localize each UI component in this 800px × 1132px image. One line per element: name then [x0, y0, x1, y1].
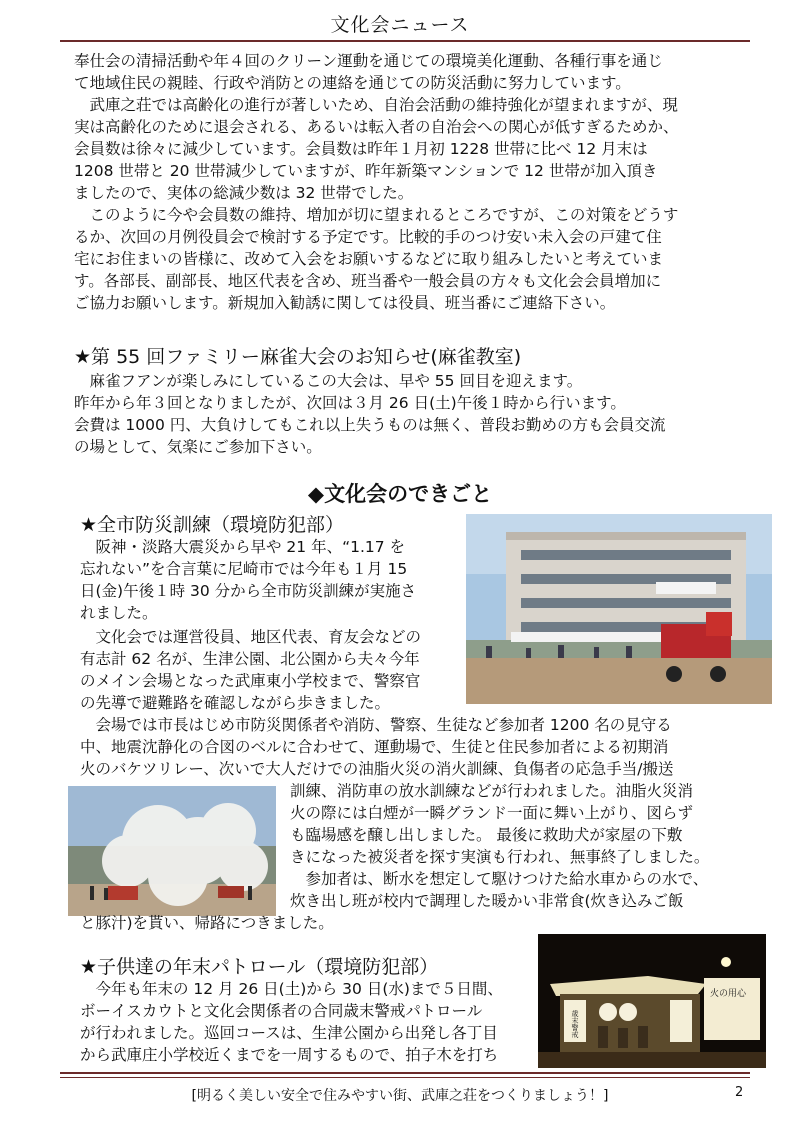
drill-paragraph-5: と豚汁)を貰い、帰路につきました。 — [80, 914, 334, 932]
sign-fire-caution: 火の用心 — [710, 989, 747, 999]
sign-year-end: 歳末警戒 — [571, 1010, 579, 1038]
mahjong-body: 麻雀フアンが楽しみにしているこの大会は、早や 55 回目を迎えます。 昨年から年３回となりましたが、次回は３月 26 日(土)午後１時から行います。 会費は 1000 円、大負けしてもこれ以上失うものは無く、普段お勤めの方も会員交流 の場として、気楽にご参加下さい。 — [74, 372, 666, 456]
patrol-tent-illustration — [538, 934, 766, 1068]
school-drill-photo — [466, 514, 772, 704]
header-divider — [60, 40, 750, 42]
patrol-heading: ★子供達の年末パトロール（環境防犯部） — [80, 956, 439, 978]
intro-paragraph-3: このように今や会員数の維持、増加が切に望まれるところですが、この対策をどうす るか、次回の月例役員会で検討する予定です。比較的手のつけ安い未入会の戸建て住 宅にお住まいの皆様に、改めて入会をお願いするなどに取り組みしたいと考えていま す。各部長、副部長、地区代表を含め、班当番や一般会員の方々も文化会会員増加に ご協力お願いします。新規加入勧誘に関しては役員、班当番にご連絡下さい。 — [74, 206, 679, 312]
patrol-body: 今年も年末の 12 月 26 日(土)から 30 日(水)まで５日間、 ボーイスカウトと文化会関係者の合同歳末警戒パトロール が行われました。巡回コースは、生津公園から出発し各丁目 から武庫庄小学校近くまでを一周するもので、拍子木を打ち — [80, 980, 503, 1064]
footer-divider-bottom — [60, 1077, 750, 1078]
drill-paragraph-3: 会場では市長はじめ市防災関係者や消防、警察、生徒など参加者 1200 名の見守る 中、地震沈静化の合図のベルに合わせて、運動場で、生徒と住民参加者による初期消 火のバケツリレー、次いで大人だけでの油脂火災の消火訓練、負傷者の応急手当/搬送 — [80, 716, 674, 778]
events-heading: ◆文化会のできごと — [307, 482, 493, 506]
intro-paragraph-2: 武庫之荘では高齢化の進行が著しいため、自治会活動の維持強化が望まれますが、現 実は高齢化のために退会される、あるいは転入者の自治会への関心が低すぎるためか、 会員数は徐々に減少しています。会員数は昨年１月初 1228 世帯に比べ 12 月末は 1208 世帯と 20 世帯減少していますが、昨年新築マンションで 12 世帯が加入頂き ましたので、実体の総減少数は 32 世帯でした。 — [74, 96, 679, 202]
smoke-drill-photo — [68, 786, 276, 916]
drill-paragraph-4: 訓練、消防車の放水訓練などが行われました。油脂火災消 火の際には白煙が一瞬グランド一面に舞い上がり、図らず も臨場感を醸し出しました。 最後に救助犬が家屋の下敷 きになった被災者を探す実演も行われ、無事終了しました。 参加者は、断水を想定して駆けつけた給水車からの水で、 炊き出し班が校内で調理した暖かい非常食(炊き込みご飯 — [290, 782, 710, 910]
school-drill-illustration — [466, 514, 772, 704]
drill-paragraph-1: 阪神・淡路大震災から早や 21 年、“1.17 を 忘れない”を合言葉に尼崎市では今年も１月 15 日(金)午後１時 30 分から全市防災訓練が実施さ れました。 — [80, 538, 417, 622]
intro-paragraph-1: 奉仕会の清掃活動や年４回のクリーン運動を通じての環境美化運動、各種行事を通じ て地域住民の親睦、行政や消防との連絡を通じての防災活動に努力しています。 — [74, 52, 663, 92]
drill-paragraph-2: 文化会では運営役員、地区代表、育友会などの 有志計 62 名が、生津公園、北公園から夫々今年 のメイン会場となった武庫東小学校まで、警察官 の先導で避難路を確認しながら歩きました。 — [80, 628, 422, 712]
drill-heading: ★全市防災訓練（環境防犯部） — [80, 514, 345, 536]
page-number: 2 — [735, 1085, 744, 1100]
smoke-drill-illustration — [68, 786, 276, 916]
page-title: 文化会ニュース — [330, 14, 470, 36]
patrol-photo — [538, 934, 766, 1068]
footer-divider-top — [60, 1072, 750, 1074]
mahjong-heading: ★第 55 回ファミリー麻雀大会のお知らせ(麻雀教室) — [74, 346, 522, 368]
footer-slogan: [明るく美しい安全で住みやすい街、武庫之荘をつくりましょう！] — [191, 1088, 609, 1104]
